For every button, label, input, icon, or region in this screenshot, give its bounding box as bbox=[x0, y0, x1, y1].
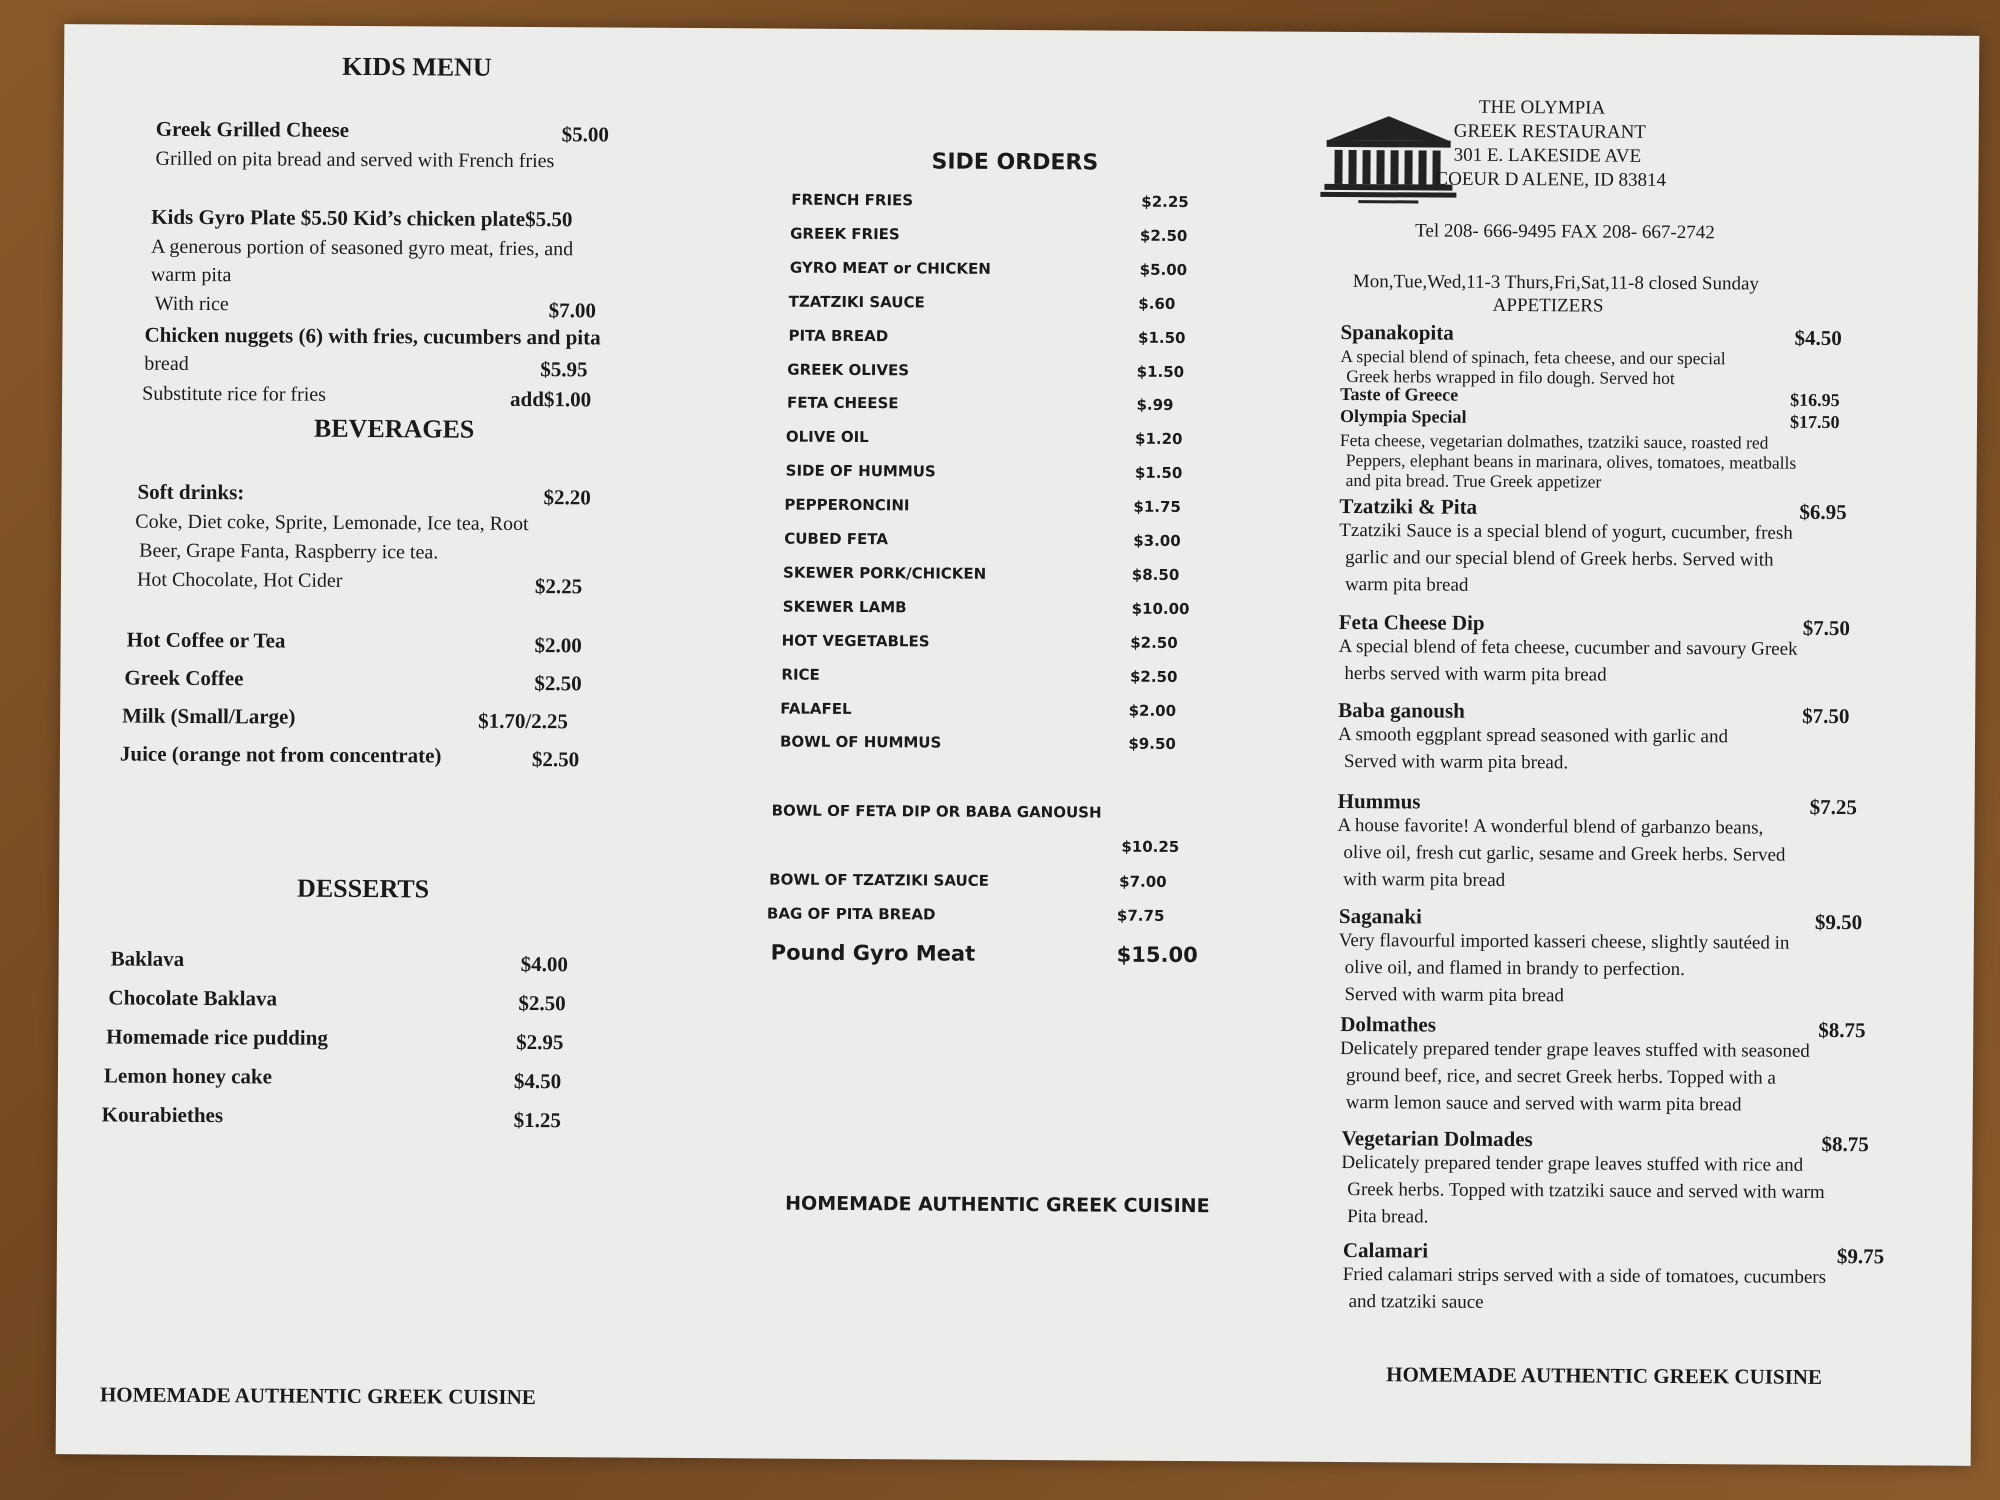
dessert-price: $4.00 bbox=[520, 951, 568, 977]
restaurant-hours: Mon,Tue,Wed,11-3 Thurs,Fri,Sat,11-8 closed Sunday bbox=[1352, 271, 1759, 295]
side-order-name: FALAFEL bbox=[780, 699, 852, 718]
side-order-price: $10.00 bbox=[1131, 599, 1190, 618]
side-order-name: BOWL OF HUMMUS bbox=[779, 732, 942, 752]
appetizer-description: A smooth eggplant spread seasoned with garlic and bbox=[1338, 723, 1729, 748]
appetizer-description: A special blend of feta cheese, cucumber and savoury Greek bbox=[1338, 635, 1798, 660]
appetizer-price: $6.95 bbox=[1799, 499, 1847, 525]
side-orders-title: SIDE ORDERS bbox=[931, 149, 1099, 176]
appetizer-description: Served with warm pita bread. bbox=[1343, 750, 1569, 774]
hot-chocolate-label: Hot Chocolate, Hot Cider bbox=[136, 568, 343, 592]
appetizer-price: $7.25 bbox=[1809, 794, 1857, 820]
appetizer-description: Delicately prepared tender grape leaves stuffed with seasoned bbox=[1340, 1037, 1810, 1062]
restaurant-name-line1: THE OLYMPIA bbox=[1478, 96, 1606, 119]
with-rice-label: With rice bbox=[154, 292, 229, 316]
restaurant-city: COEUR D ALENE, ID 83814 bbox=[1435, 168, 1667, 191]
side-order-name: OLIVE OIL bbox=[785, 427, 869, 447]
grilled-cheese-desc: Grilled on pita bread and served with French fries bbox=[155, 147, 555, 173]
dessert-price: $4.50 bbox=[513, 1068, 562, 1094]
side-order-price: $1.50 bbox=[1136, 362, 1185, 381]
dessert-price: $2.50 bbox=[518, 990, 566, 1016]
side-order-name: CUBED FETA bbox=[784, 529, 889, 549]
beverages-title: BEVERAGES bbox=[313, 413, 475, 444]
tzatziki-bowl-name: BOWL OF TZATZIKI SAUCE bbox=[769, 870, 990, 890]
appetizer-price: $9.75 bbox=[1836, 1244, 1885, 1269]
grilled-cheese-price: $5.00 bbox=[561, 122, 610, 147]
side-order-name: GREEK FRIES bbox=[790, 224, 900, 244]
appetizers-title: APPETIZERS bbox=[1492, 294, 1604, 317]
side-order-name: GYRO MEAT or CHICKEN bbox=[789, 258, 991, 278]
side-order-price: $.99 bbox=[1136, 396, 1174, 415]
appetizer-price: $8.75 bbox=[1821, 1131, 1869, 1157]
appetizer-description: with warm pita bread bbox=[1343, 868, 1506, 891]
feta-dip-bowl-price: $10.25 bbox=[1121, 837, 1180, 856]
side-order-name: HOT VEGETABLES bbox=[781, 631, 930, 651]
appetizer-price: $7.50 bbox=[1802, 703, 1850, 729]
kids-menu-title: KIDS MENU bbox=[342, 51, 492, 82]
side-order-price: $1.50 bbox=[1138, 328, 1186, 347]
side-order-price: $5.00 bbox=[1139, 260, 1188, 279]
side-order-name: SKEWER LAMB bbox=[782, 597, 907, 617]
middle-footer: HOMEMADE AUTHENTIC GREEK CUISINE bbox=[785, 1192, 1210, 1218]
appetizer-name: Saganaki bbox=[1338, 903, 1422, 929]
appetizer-price: $17.50 bbox=[1789, 411, 1840, 433]
appetizer-description: Feta cheese, vegetarian dolmathes, tzatziki sauce, roasted red bbox=[1339, 429, 1769, 453]
pita-bag-name: BAG OF PITA BREAD bbox=[766, 904, 936, 924]
appetizer-description: and pita bread. True Greek appetizer bbox=[1345, 469, 1602, 492]
beverage-price: $1.70/2.25 bbox=[478, 708, 569, 734]
appetizer-description: Greek herbs. Topped with tzatziki sauce and served with warm bbox=[1347, 1179, 1825, 1203]
appetizer-description: herbs served with warm pita bread bbox=[1344, 662, 1607, 686]
side-order-price: $1.75 bbox=[1133, 497, 1181, 517]
feta-dip-bowl-name: BOWL OF FETA DIP OR BABA GANOUSH bbox=[771, 801, 1102, 822]
side-order-price: $1.50 bbox=[1134, 463, 1183, 483]
left-footer: HOMEMADE AUTHENTIC GREEK CUISINE bbox=[99, 1382, 536, 1410]
side-order-price: $9.50 bbox=[1128, 735, 1176, 754]
restaurant-address: 301 E. LAKESIDE AVE bbox=[1453, 144, 1642, 167]
side-order-name: FRENCH FRIES bbox=[791, 190, 914, 210]
dessert-price: $2.95 bbox=[516, 1029, 564, 1055]
soft-drinks-list-2: Beer, Grape Fanta, Raspberry ice tea. bbox=[139, 539, 439, 564]
side-order-name: FETA CHEESE bbox=[787, 393, 899, 413]
dessert-name: Homemade rice pudding bbox=[106, 1024, 328, 1050]
side-order-name: RICE bbox=[781, 665, 820, 684]
with-rice-price: $7.00 bbox=[548, 298, 596, 323]
substitute-price: add$1.00 bbox=[510, 386, 592, 412]
restaurant-phone: Tel 208- 666-9495 FAX 208- 667-2742 bbox=[1415, 220, 1715, 244]
right-footer: HOMEMADE AUTHENTIC GREEK CUISINE bbox=[1386, 1362, 1823, 1389]
appetizer-description: olive oil, and flamed in brandy to perfection. bbox=[1344, 957, 1686, 981]
appetizer-name: Hummus bbox=[1337, 788, 1421, 814]
kids-gyro-desc-1: A generous portion of seasoned gyro meat, fries, and bbox=[150, 235, 574, 261]
appetizer-description: Greek herbs wrapped in filo dough. Served hot bbox=[1346, 366, 1675, 389]
soft-drinks-price: $2.20 bbox=[543, 485, 591, 510]
appetizer-description: A special blend of spinach, feta cheese, and our special bbox=[1340, 345, 1726, 369]
appetizer-description: ground beef, rice, and secret Greek herbs. Topped with a bbox=[1345, 1065, 1776, 1089]
appetizer-description: A house favorite! A wonderful blend of garbanzo beans, bbox=[1337, 814, 1764, 839]
side-order-name: TZATZIKI SAUCE bbox=[788, 292, 925, 312]
appetizer-description: Served with warm pita bread bbox=[1344, 984, 1565, 1007]
pound-gyro-price: $15.00 bbox=[1116, 942, 1198, 968]
hot-chocolate-price: $2.25 bbox=[534, 574, 583, 599]
side-order-price: $3.00 bbox=[1133, 531, 1181, 550]
side-order-price: $2.00 bbox=[1128, 701, 1177, 720]
appetizer-name: Feta Cheese Dip bbox=[1338, 609, 1485, 635]
appetizer-price: $16.95 bbox=[1790, 389, 1840, 411]
appetizer-name: Baba ganoush bbox=[1338, 697, 1465, 723]
appetizer-description: Delicately prepared tender grape leaves stuffed with rice and bbox=[1341, 1151, 1804, 1176]
side-orders-list bbox=[64, 24, 1979, 36]
side-order-price: $8.50 bbox=[1131, 565, 1180, 584]
appetizer-name: Olympia Special bbox=[1339, 405, 1467, 427]
dessert-price: $1.25 bbox=[513, 1107, 562, 1133]
appetizer-description: Very flavourful imported kasseri cheese, slightly sautéed in bbox=[1338, 929, 1790, 954]
dessert-name: Chocolate Baklava bbox=[108, 985, 278, 1011]
side-order-price: $2.25 bbox=[1141, 192, 1189, 212]
side-order-name: PITA BREAD bbox=[788, 326, 889, 345]
appetizer-name: Dolmathes bbox=[1340, 1011, 1437, 1037]
appetizer-price: $7.50 bbox=[1802, 615, 1851, 641]
desserts-title: DESSERTS bbox=[297, 873, 430, 904]
kids-gyro-plate-line: Kids Gyro Plate $5.50 Kid’s chicken plate$5.50 bbox=[151, 204, 573, 232]
appetizer-description: olive oil, fresh cut garlic, sesame and Greek herbs. Served bbox=[1343, 841, 1786, 866]
side-order-name: SIDE OF HUMMUS bbox=[785, 461, 936, 481]
temple-logo-icon bbox=[1318, 110, 1459, 211]
pound-gyro-name: Pound Gyro Meat bbox=[770, 940, 976, 966]
beverage-name: Milk (Small/Large) bbox=[122, 703, 296, 729]
appetizer-price: $4.50 bbox=[1794, 325, 1842, 351]
appetizers-list bbox=[64, 24, 1979, 36]
appetizer-name: Calamari bbox=[1342, 1237, 1429, 1263]
appetizer-name: Taste of Greece bbox=[1340, 383, 1459, 405]
side-order-price: $.60 bbox=[1138, 294, 1176, 313]
tzatziki-bowl-price: $7.00 bbox=[1119, 872, 1167, 891]
appetizer-name: Tzatziki & Pita bbox=[1339, 493, 1478, 519]
side-order-price: $2.50 bbox=[1139, 226, 1188, 245]
dessert-name: Lemon honey cake bbox=[103, 1063, 273, 1089]
beverage-price: $2.00 bbox=[534, 633, 582, 658]
soft-drinks-label: Soft drinks: bbox=[137, 479, 245, 505]
nuggets-line-2: bread bbox=[144, 352, 189, 375]
beverage-name: Juice (orange not from concentrate) bbox=[119, 741, 442, 768]
appetizer-name: Spanakopita bbox=[1340, 319, 1454, 345]
dessert-name: Baklava bbox=[110, 946, 185, 971]
kids-gyro-desc-2: warm pita bbox=[150, 263, 232, 287]
appetizer-description: Pita bread. bbox=[1347, 1206, 1429, 1228]
side-order-price: $2.50 bbox=[1129, 667, 1178, 686]
soft-drinks-list-1: Coke, Diet coke, Sprite, Lemonade, Ice tea, Root bbox=[135, 510, 529, 536]
appetizer-description: and tzatziki sauce bbox=[1348, 1291, 1484, 1313]
beverage-name: Hot Coffee or Tea bbox=[126, 627, 286, 653]
side-order-price: $2.50 bbox=[1130, 633, 1178, 652]
substitute-label: Substitute rice for fries bbox=[142, 382, 327, 406]
beverage-price: $2.50 bbox=[534, 671, 582, 696]
menu-sheet bbox=[56, 24, 1980, 1466]
dessert-name: Kourabiethes bbox=[101, 1102, 224, 1128]
appetizer-name: Vegetarian Dolmades bbox=[1341, 1125, 1533, 1152]
beverage-name: Greek Coffee bbox=[124, 665, 244, 691]
side-order-name: PEPPERONCINI bbox=[784, 495, 910, 515]
beverage-price: $2.50 bbox=[531, 747, 580, 772]
nuggets-price: $5.95 bbox=[540, 357, 588, 382]
side-order-price: $1.20 bbox=[1135, 430, 1183, 449]
appetizer-price: $8.75 bbox=[1818, 1017, 1866, 1043]
side-order-name: SKEWER PORK/CHICKEN bbox=[782, 563, 987, 583]
appetizer-price: $9.50 bbox=[1814, 909, 1863, 935]
appetizer-description: Fried calamari strips served with a side of tomatoes, cucumbers bbox=[1342, 1263, 1827, 1288]
pita-bag-price: $7.75 bbox=[1116, 906, 1165, 925]
grilled-cheese-name: Greek Grilled Cheese bbox=[155, 116, 350, 142]
appetizer-description: warm pita bread bbox=[1344, 573, 1469, 596]
restaurant-name-line2: GREEK RESTAURANT bbox=[1453, 120, 1646, 143]
appetizer-description: Tzatziki Sauce is a special blend of yogurt, cucumber, fresh bbox=[1339, 519, 1793, 544]
appetizer-description: Peppers, elephant beans in marinara, olives, tomatoes, meatballs bbox=[1345, 450, 1797, 473]
nuggets-line-1: Chicken nuggets (6) with fries, cucumbers and pita bbox=[144, 322, 601, 350]
appetizer-description: warm lemon sauce and served with warm pita bread bbox=[1345, 1092, 1742, 1116]
side-order-name: GREEK OLIVES bbox=[787, 360, 910, 379]
appetizer-description: garlic and our special blend of Greek herbs. Served with bbox=[1345, 546, 1774, 571]
